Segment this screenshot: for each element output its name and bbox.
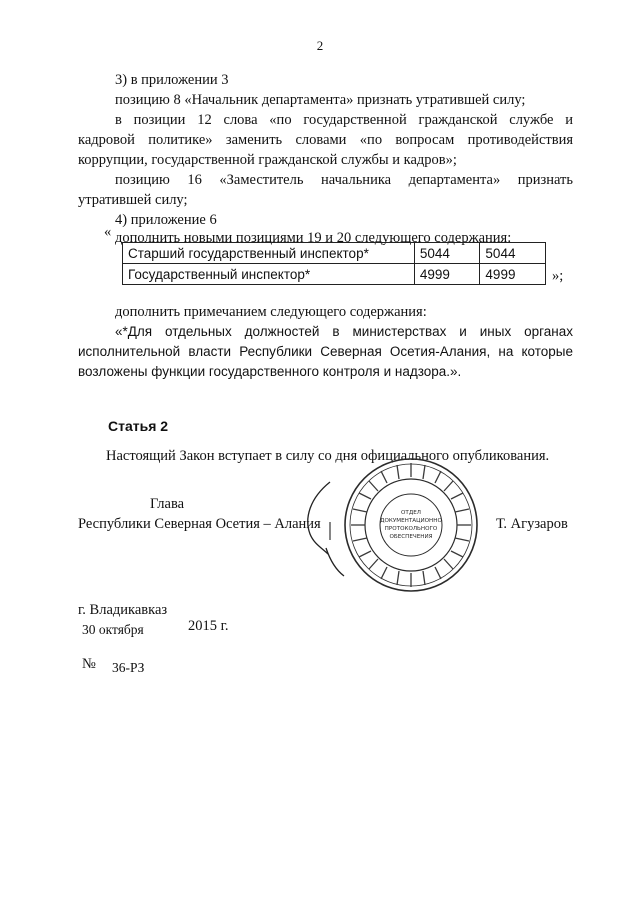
seal-text-line-3: ПРОТОКОЛЬНОГО [384,526,438,532]
note-line-2: исполнительной власти Республики Северная Осетия-Алания, на которые [78,344,573,359]
date-day-month: 30 октября [82,622,144,637]
article-heading: Статья 2 [108,418,169,434]
signature-title-line-2: Республики Северная Осетия – Алания [78,516,321,532]
table-cell-title: Государственный инспектор* [123,264,415,285]
page-number: 2 [316,38,324,53]
item-4-heading: 4) приложение 6 [115,212,217,228]
seal-text-line-2: ДОКУМЕНТАЦИОННО [380,518,442,524]
table-cell-value-1: 4999 [414,264,480,285]
table-cell-value-2: 4999 [480,264,546,285]
item-3-line-2: в позиции 12 слова «по государственной гражданской службе и [115,112,573,128]
city: г. Владикавказ [78,602,168,618]
note-line-1: «*Для отдельных должностей в министерствах и иных органах [115,324,573,339]
note-intro: дополнить примечанием следующего содержания: [115,304,427,320]
table-cell-value-2: 5044 [480,243,546,264]
table-open-quote: « [104,224,112,240]
item-4-line-1: дополнить новыми позициями 19 и 20 следующего содержания: [115,230,512,246]
number-label: № [82,656,96,672]
official-seal [341,455,481,595]
table-cell-title: Старший государственный инспектор* [123,243,415,264]
table-row [123,264,546,285]
positions-table-wrap [122,242,546,286]
item-3-heading: 3) в приложении 3 [115,72,229,88]
item-3-line-3: кадровой политике» заменить словами «по вопросам противодействия [78,132,573,148]
item-3-line-4: коррупции, государственной гражданской службы и кадров»; [78,152,457,168]
date-year: 2015 г. [188,618,229,634]
signatory-name: Т. Агузаров [496,516,568,532]
article-text: Настоящий Закон вступает в силу со дня официального опубликования. [106,448,550,464]
seal-text-line-1: ОТДЕЛ [401,510,421,516]
signature-title-line-1: Глава [150,496,185,512]
table-close-quote: »; [552,268,564,284]
law-number: 36-РЗ [112,660,145,675]
item-3-line-5: позицию 16 «Заместитель начальника департамента» признать [115,172,573,188]
item-3-line-1: позицию 8 «Начальник департамента» признать утратившей силу; [115,92,526,108]
positions-table [122,242,546,285]
table-row [123,243,546,264]
table-cell-value-1: 5044 [414,243,480,264]
item-3-line-6: утратившей силу; [78,192,188,208]
note-line-3: возложены функции государственного контроля и надзора.». [78,364,462,379]
seal-text-line-4: ОБЕСПЕЧЕНИЯ [389,534,433,540]
